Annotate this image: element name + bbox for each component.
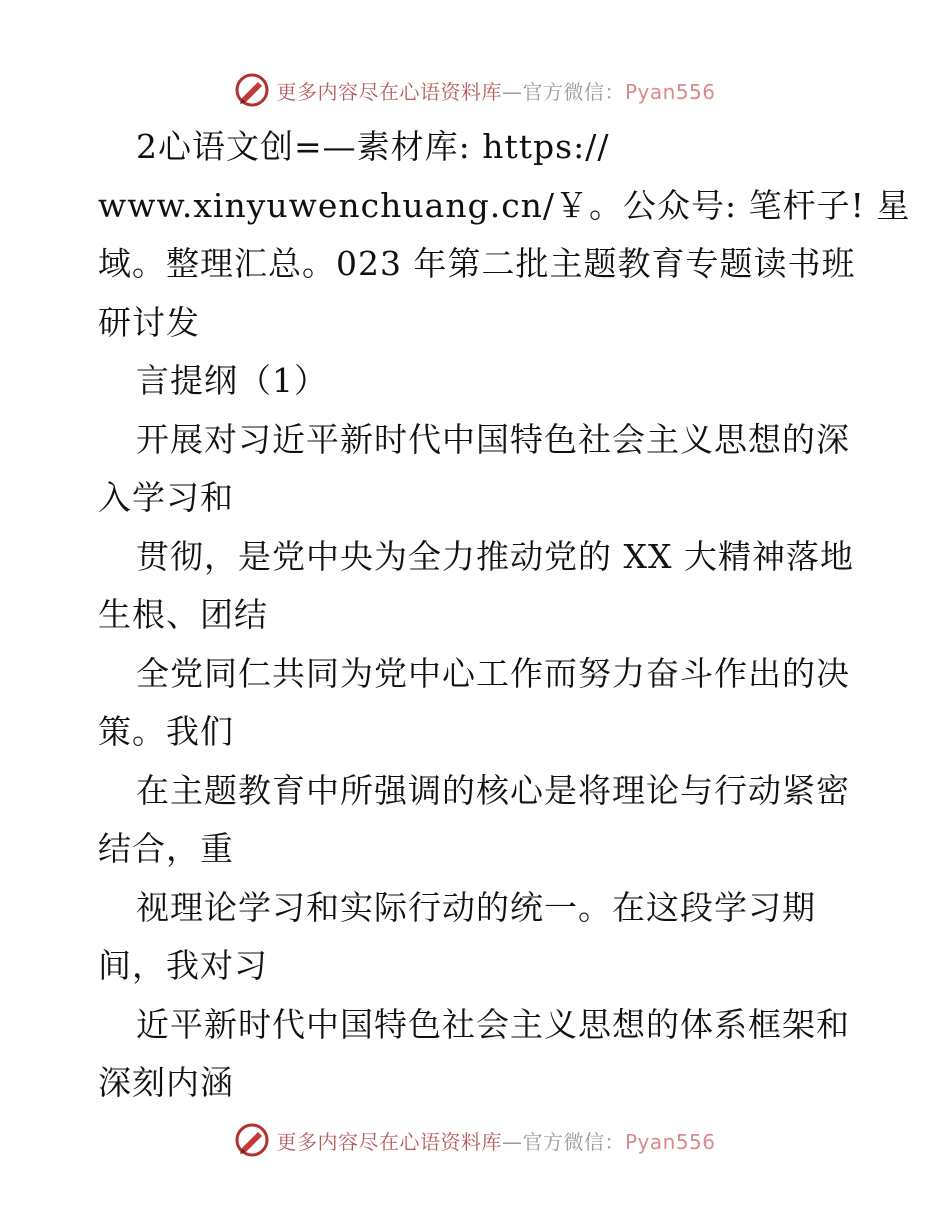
text-line: www.xinyuwenchuang.cn/￥。公众号: 笔杆子! 星 [98,185,911,225]
pen-logo-icon [234,1122,270,1158]
text-line: 言提纲（1） [136,361,328,400]
banner-main-text: 更多内容尽在心语资料库 [276,1129,502,1154]
banner-wechat-id: Pyan556 [624,79,716,104]
banner-main-text: 更多内容尽在心语资料库 [276,79,502,104]
text-line: 研讨发 [98,302,200,342]
text-line: 近平新时代中国特色社会主义思想的体系框架和 [136,1004,850,1044]
text-line: 贯彻，是党中央为全力推动党的 XX 大精神落地 [136,536,854,576]
text-line: 策。我们 [98,712,234,751]
pen-logo-icon [234,72,270,108]
banner-wechat-id: Pyan556 [624,1129,716,1154]
text-line: 在主题教育中所强调的核心是将理论与行动紧密 [136,770,850,810]
text-line: 深刻内涵 [98,1063,234,1102]
banner-dash: — [501,1129,523,1154]
text-line: 视理论学习和实际行动的统一。在这段学习期 [136,887,816,927]
banner-wechat-label: 官方微信： [522,79,625,104]
banner-text [276,1126,715,1155]
text-line: 间，我对习 [98,946,268,985]
text-line: 生根、团结 [98,595,268,634]
text-line: 开展对习近平新时代中国特色社会主义思想的深 [136,419,850,459]
text-line: 域。整理汇总。023 年第二批主题教育专题读书班 [98,244,856,283]
header-banner [0,70,950,110]
banner-dash: — [501,79,523,104]
document-body [98,118,911,1113]
banner-wechat-label: 官方微信： [522,1129,625,1154]
text-line: 全党同仁共同为党中心工作而努力奋斗作出的决 [136,653,850,693]
text-line: 入学习和 [98,478,234,517]
footer-banner [0,1120,950,1160]
banner-text [276,76,715,105]
text-line: 结合，重 [98,829,234,868]
text-line: 2心语文创=—素材库: https:// [136,127,610,166]
